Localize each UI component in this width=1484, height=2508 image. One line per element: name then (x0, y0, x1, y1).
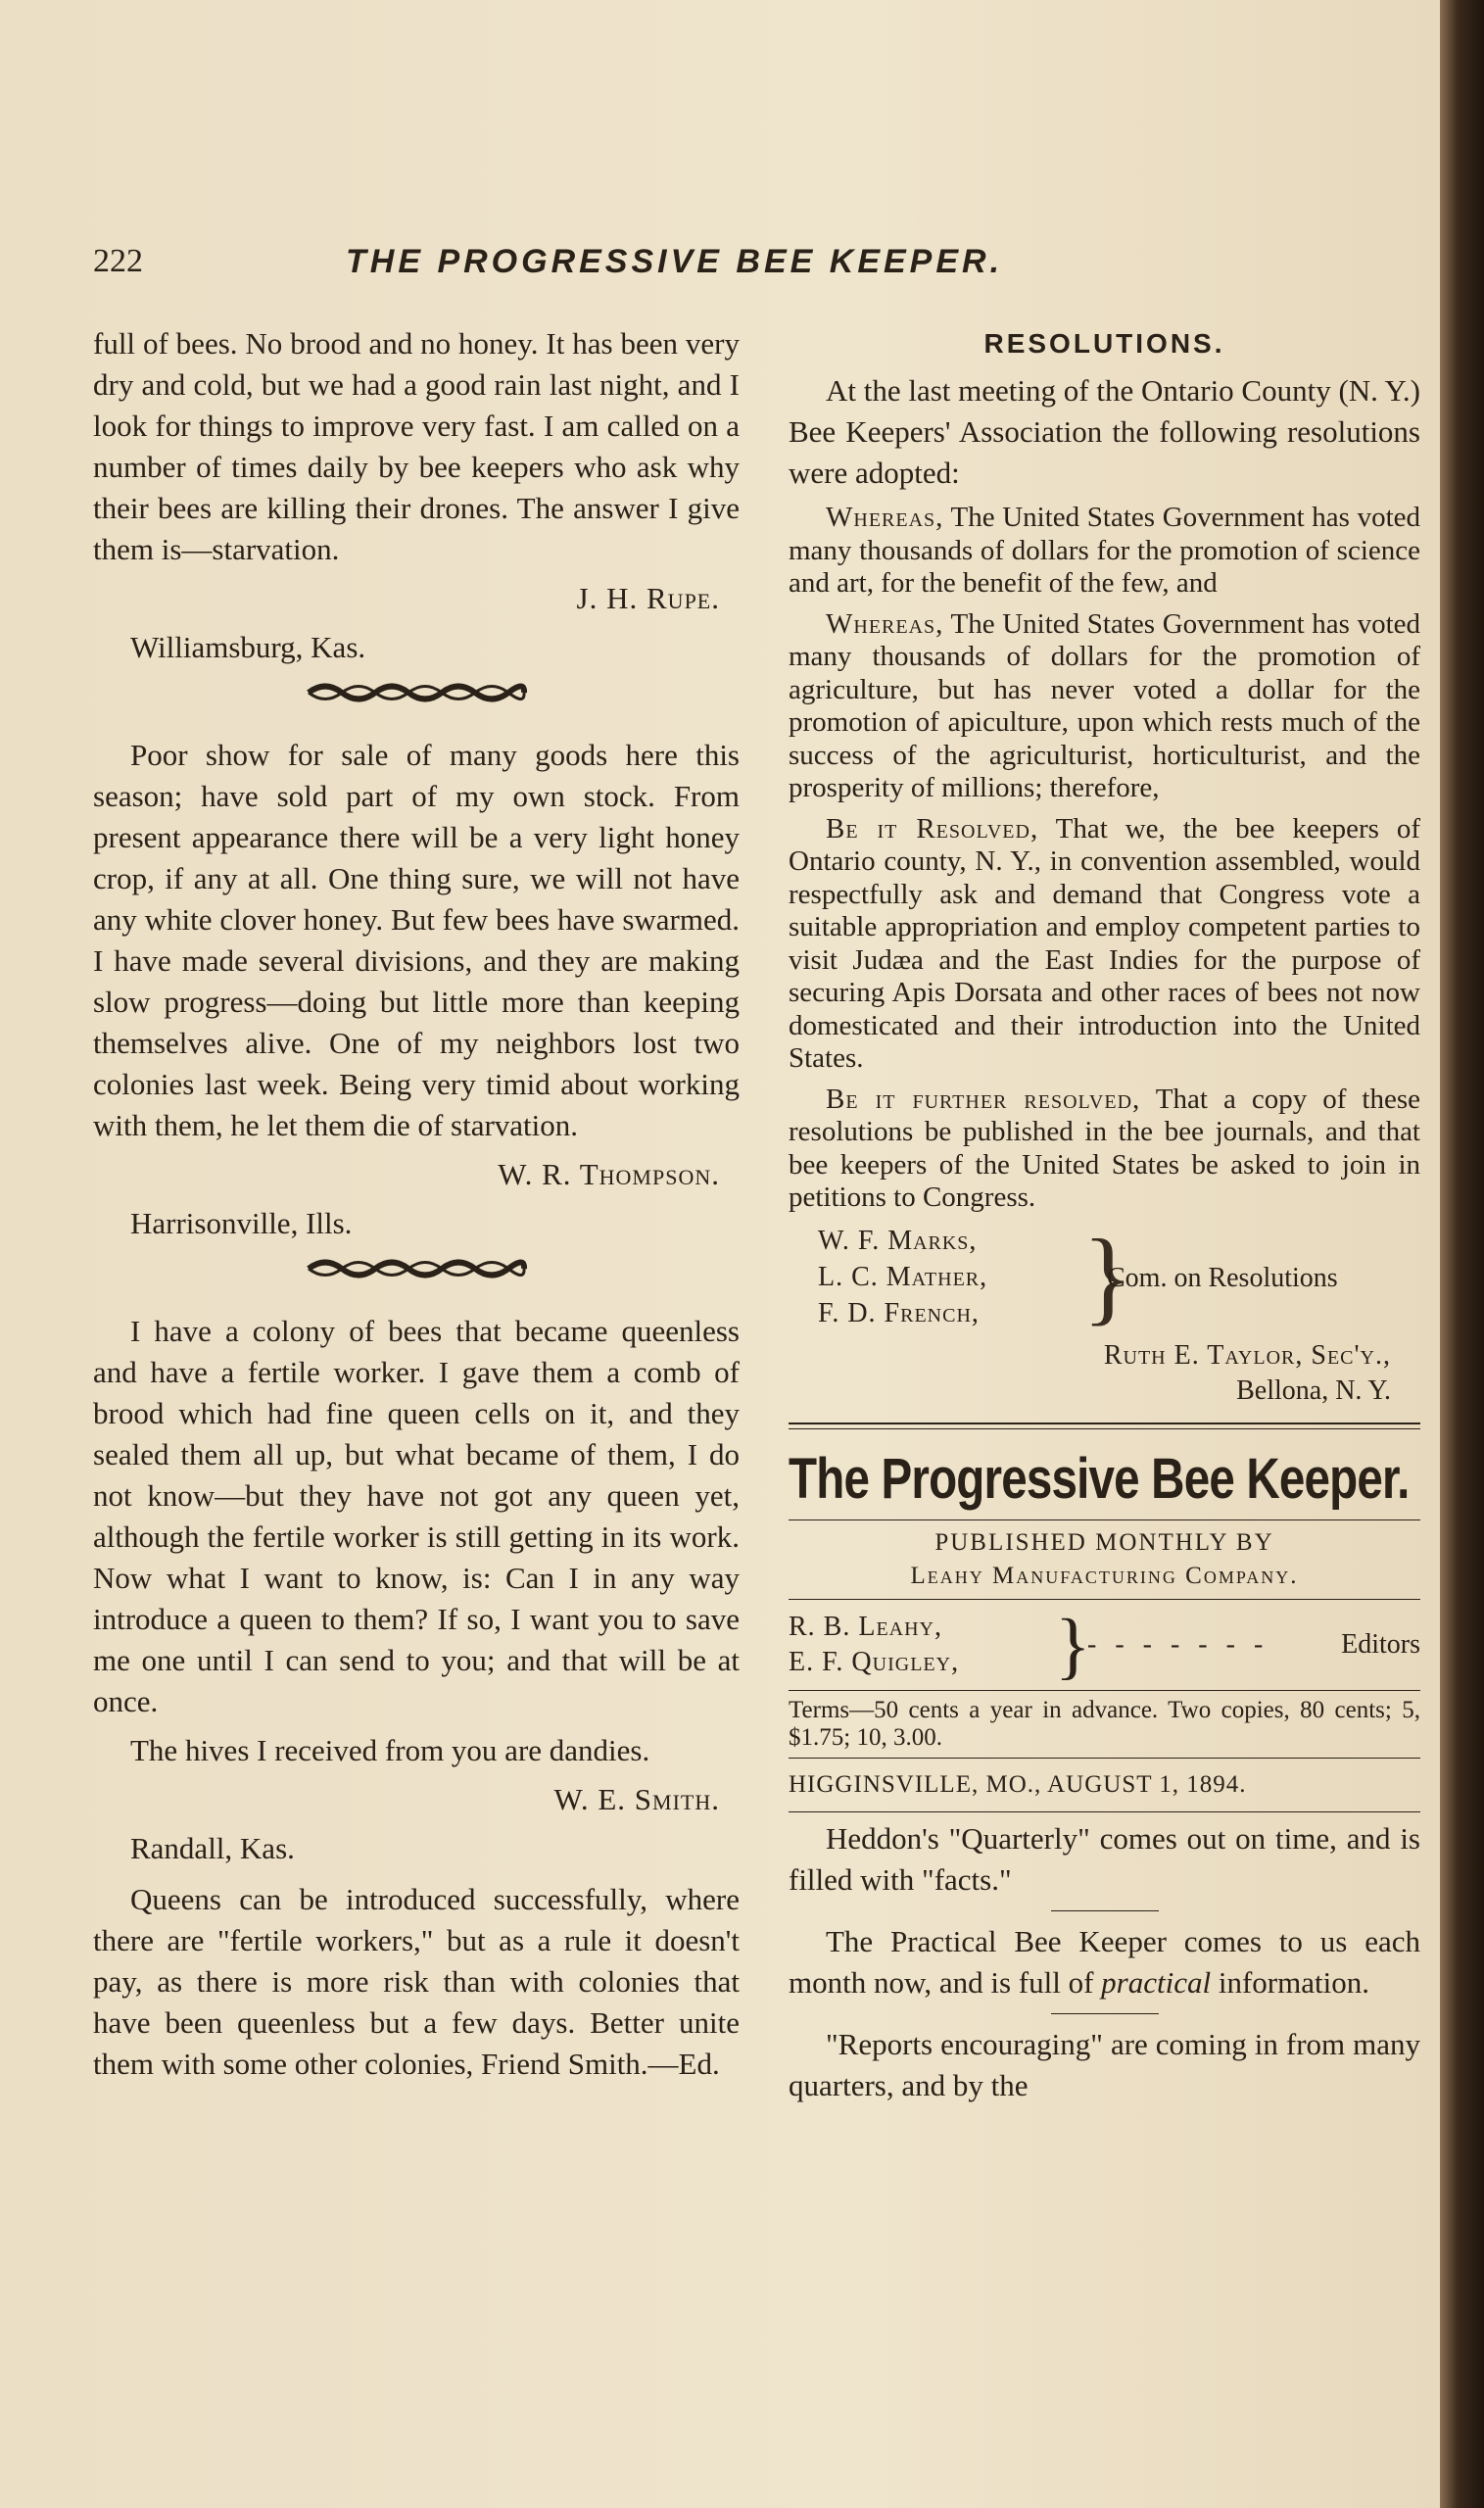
page-number: 222 (93, 243, 143, 279)
resolved-1-lead: Be it Resolved, (826, 812, 1039, 844)
whereas-2 (789, 608, 1420, 805)
committee-member: L. C. Mather, (818, 1261, 988, 1292)
letter-smith-place: Randall, Kas. (130, 1831, 295, 1865)
committee-role: Com. on Resolutions (1107, 1262, 1338, 1293)
dateline: HIGGINSVILLE, MO., AUGUST 1, 1894. (789, 1770, 1247, 1798)
note-practical-italic: practical (1101, 1964, 1212, 2000)
editor-names (789, 1610, 959, 1680)
editors-leader: - - - - - - - (1087, 1628, 1269, 1660)
committee-block (789, 1218, 1420, 1338)
resolved-1 (789, 813, 1420, 1076)
letter-smith-text: I have a colony of bees that became queenless and have a fertile worker. I gave them a comb of brood which had fine queen cells on it, and they sealed them all up, but what became of them, I do not know—but they have not got any queen yet, although the fertile worker is still getting in its work. Now what I want to know, is: Can I in any way introduce a queen to them? If so, I want you to save me one until I can send to you; and that will be at once. (93, 1314, 740, 1718)
note-practical-bee-keeper (789, 1921, 1420, 2003)
resolved-1-body: That we, the bee keepers of Ontario county, N. Y., in convention assembled, would respectfully ask and demand that Congress vote a suitable appropriation and employ competent parties to visit Judæa and the East Indies for the purpose of securing Apis Dorsata and other races of bees not now domesticated and their introduction into the United States. (789, 812, 1420, 1074)
letter-rupe-text: full of bees. No brood and no honey. It has been very dry and cold, but we had a good rain last night, and I look for things to improve very fast. I am called on a number of times daily by bee keepers who ask why their bees are killing their drones. The answer I give them is—starvation. (93, 326, 740, 566)
resolutions-intro: At the last meeting of the Ontario County (N. Y.) Bee Keepers' Association the following resolutions were adopted: (789, 373, 1420, 490)
letter-smith-text-2: The hives I received from you are dandies. (130, 1733, 650, 1767)
masthead-title: The Progressive Bee Keeper. (789, 1446, 1410, 1511)
editor-name: R. B. Leahy, (789, 1611, 943, 1642)
short-rule (1051, 2013, 1159, 2014)
note-heddon: Heddon's "Quarterly" comes out on time, and is filled with "facts." (789, 1820, 1420, 1897)
editor-name: E. F. Quigley, (789, 1646, 960, 1677)
book-spine-edge (1440, 0, 1484, 2508)
whereas-2-lead: Whereas, (826, 607, 944, 640)
secretary-name: Ruth E. Taylor, Sec'y., (1103, 1339, 1391, 1371)
letter-smith-signature: W. E. Smith. (553, 1782, 720, 1816)
subscription-terms: Terms—50 cents a year in advance. Two copies, 80 cents; 5, $1.75; 10, 3.00. (789, 1696, 1420, 1751)
letter-rupe-place: Williamsburg, Kas. (130, 630, 366, 664)
committee-member: W. F. Marks, (818, 1225, 978, 1256)
committee-names (818, 1223, 987, 1331)
masthead-rule (789, 1599, 1420, 1600)
resolved-2 (789, 1084, 1420, 1215)
note-reports: "Reports encouraging" are coming in from many quarters, and by the (789, 2026, 1420, 2102)
right-column (789, 323, 1420, 2114)
whereas-2-body: The United States Government has voted many thousands of dollars for the promotion of agriculture, but has never voted a dollar for the promotion of apiculture, upon which rests much of the success of the agriculturist, horticulturist, and the prosperity of millions; therefore, (789, 607, 1420, 803)
running-title: THE PROGRESSIVE BEE KEEPER. (346, 243, 1004, 280)
ornament-divider-1 (93, 678, 740, 713)
editors-block (789, 1604, 1420, 1687)
whereas-1 (789, 502, 1420, 601)
masthead-rule (789, 1811, 1420, 1812)
letter-rupe-signature: J. H. Rupe. (576, 581, 720, 615)
editors-brace: } (1055, 1604, 1091, 1687)
editors-role: Editors (1341, 1628, 1420, 1660)
whereas-1-body: The United States Government has voted many thousands of dollars for the promotion of science and art, for the benefit of the few, and (789, 502, 1420, 599)
page-header (93, 243, 1386, 292)
letter-thompson-signature: W. R. Thompson. (498, 1157, 720, 1191)
committee-brace: } (1082, 1218, 1133, 1335)
masthead-rule (789, 1519, 1420, 1520)
masthead-rule (789, 1690, 1420, 1691)
letter-thompson-place: Harrisonville, Ills. (130, 1206, 353, 1240)
left-column (93, 323, 740, 2093)
resolutions-title: RESOLUTIONS. (983, 328, 1225, 359)
short-rule (1051, 1910, 1159, 1911)
masthead-rule (789, 1758, 1420, 1759)
ornament-divider-2 (93, 1254, 740, 1289)
company-name: Leahy Manufacturing Company. (910, 1562, 1299, 1589)
whereas-1-lead: Whereas, (826, 502, 944, 533)
secretary-place: Bellona, N. Y. (1236, 1375, 1391, 1406)
section-rule (789, 1423, 1420, 1429)
letter-thompson-text: Poor show for sale of many goods here this season; have sold part of my own stock. From present appearance there will be a very light honey crop, if any at all. One thing sure, we will not have any white clover honey. But few bees have swarmed. I have made several divisions, and they are making slow progress—doing but little more than keeping themselves alive. One of my neighbors lost two colonies last week. Being very timid about working with them, he let them die of starvation. (93, 738, 740, 1142)
resolved-2-body: That a copy of these resolutions be published in the bee journals, and that bee keepers of the United States be asked to join in petitions to Congress. (789, 1083, 1420, 1213)
editor-note: Queens can be introduced successfully, where there are "fertile workers," but as a rule it doesn't pay, as there is more risk than with colonies that have been queenless but a few days. Better unite them with some other colonies, Friend Smith.—Ed. (93, 1882, 740, 2081)
note-practical-text-b: information. (1211, 1964, 1369, 2000)
committee-member: F. D. French, (818, 1297, 980, 1328)
resolved-2-lead: Be it further resolved, (826, 1083, 1141, 1115)
published-by: PUBLISHED MONTHLY BY (934, 1528, 1274, 1556)
note-practical-text-a: The Practical Bee Keeper comes to us each month now, and is full of (789, 1923, 1420, 2000)
